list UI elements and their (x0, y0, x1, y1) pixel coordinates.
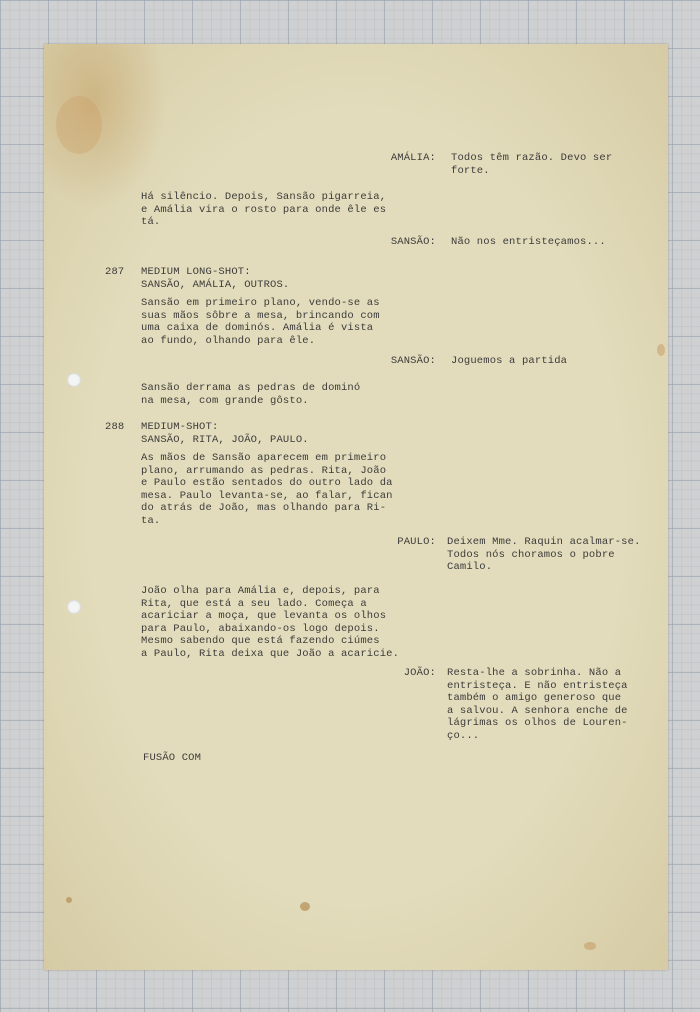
shot-number: 287 (105, 266, 125, 278)
action-text: Há silêncio. Depois, Sansão pigarreia, e Amália vira o rosto para onde êle es tá. (141, 191, 387, 229)
action-text: João olha para Amália e, depois, para Rita, que está a seu lado. Começa a acariciar a moça, que levanta os olhos para Paulo, abaixando-os logo depois. Mesmo sabendo que está fazendo ciúmes a Paulo, Rita deixa que João a acaricie. (141, 585, 400, 660)
shot-number: 288 (105, 421, 125, 433)
dialogue-text: Joguemos a partida (451, 355, 568, 367)
action-text: Sansão em primeiro plano, vendo-se as suas mãos sôbre a mesa, brincando com uma caixa de dominós. Amália é vista ao fundo, olhando para êle. (141, 297, 380, 347)
dialogue-text: Deixem Mme. Raquin acalmar-se. Todos nós choramos o pobre Camilo. (447, 536, 641, 574)
punch-hole (67, 600, 81, 614)
dialogue-text: Não nos entristeçamos... (451, 236, 606, 248)
dialogue-text: Resta-lhe a sobrinha. Não a entristeça. E não entristeça também o amigo generoso que a salvou. A senhora enche de lágrimas os olhos de Louren- ço... (447, 667, 628, 742)
speaker-name: SANSÃO: (390, 236, 436, 248)
transition-text: FUSÃO COM (143, 752, 202, 764)
dialogue-text: Todos têm razão. Devo ser forte. (451, 152, 613, 177)
speaker-name: AMÁLIA: (390, 152, 436, 164)
shot-heading: MEDIUM-SHOT: SANSÃO, RITA, JOÃO, PAULO. (141, 421, 309, 446)
speaker-name: JOÃO: (403, 667, 436, 679)
typewritten-script-page (44, 44, 668, 970)
age-stain (56, 96, 102, 154)
shot-heading: MEDIUM LONG-SHOT: SANSÃO, AMÁLIA, OUTROS. (141, 266, 290, 291)
punch-hole (67, 373, 81, 387)
age-stain (657, 344, 665, 356)
action-text: Sansão derrama as pedras de dominó na mesa, com grande gôsto. (141, 382, 361, 407)
speaker-name: SANSÃO: (390, 355, 436, 367)
age-stain (584, 942, 596, 950)
speaker-name: PAULO: (397, 536, 436, 548)
age-stain (300, 902, 310, 911)
age-stain (66, 897, 72, 903)
action-text: As mãos de Sansão aparecem em primeiro plano, arrumando as pedras. Rita, João e Paulo estão sentados do outro lado da mesa. Paulo levanta-se, ao falar, fican do atrás de João, mas olhando para Ri- ta. (141, 452, 393, 527)
